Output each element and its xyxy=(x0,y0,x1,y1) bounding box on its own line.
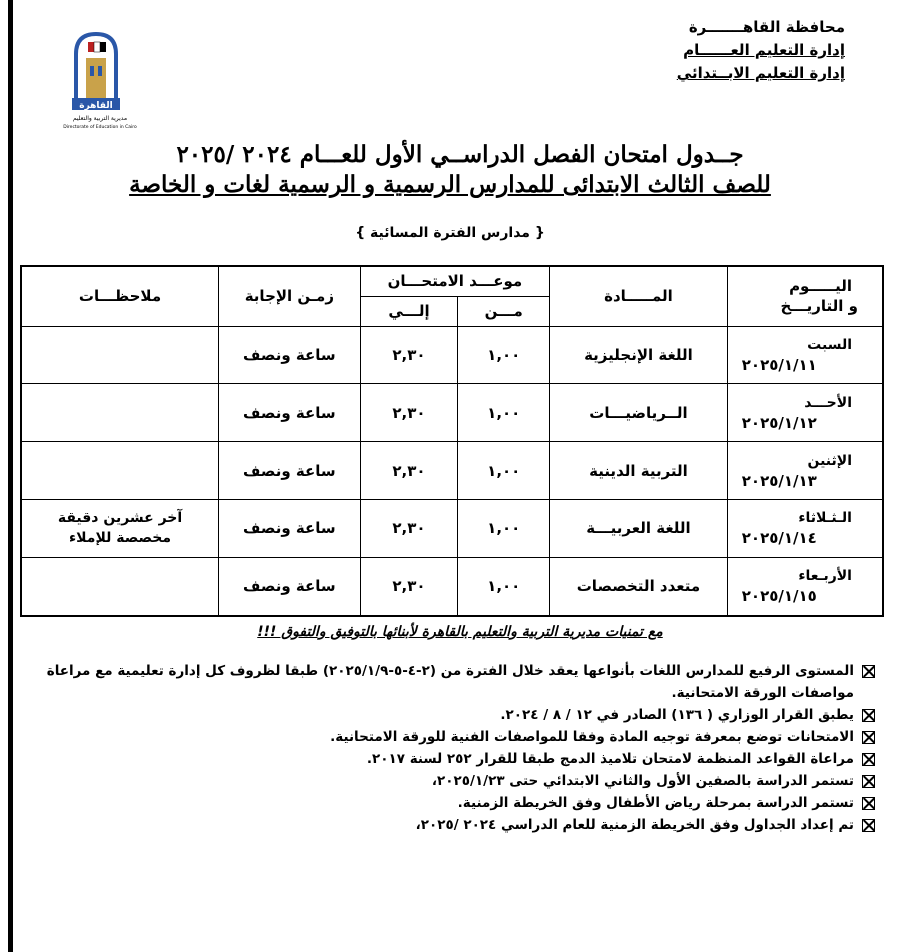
day-name: السبت xyxy=(807,336,852,353)
subject-cell: اللغة الإنجليزية xyxy=(550,326,728,384)
notes-cell xyxy=(21,500,219,558)
table-row xyxy=(21,557,883,616)
note-text: مراعاة القواعد المنظمة لامتحان تلاميذ الدمج طبقا للقرار ٢٥٢ لسنة ٢٠١٧. xyxy=(366,751,854,767)
from-cell: ١,٠٠ xyxy=(458,384,550,442)
note-text: تستمر الدراسة بالصفين الأول والثاني الابتدائي حتى ٢٠٢٥/١/٢٣، xyxy=(431,773,854,789)
from-cell: ١,٠٠ xyxy=(458,500,550,558)
wishes-line: مع تمنيات مديرية التربية والتعليم بالقاهرة لأبنائها بالتوفيق والتفوق !!! xyxy=(257,624,663,640)
duration-cell: ساعة ونصف xyxy=(219,500,361,558)
notes-cell xyxy=(21,326,219,384)
date-header: و التاريـــخ xyxy=(780,297,858,316)
exam-time-header: موعـــد الامتحـــان xyxy=(360,266,550,296)
logo-caption-ar: مديرية التربية والتعليم xyxy=(72,115,128,122)
checked-box-icon xyxy=(862,797,875,810)
checked-box-icon xyxy=(862,753,875,766)
from-cell: ١,٠٠ xyxy=(458,442,550,500)
checked-box-icon xyxy=(862,731,875,744)
note-text: تستمر الدراسة بمرحلة رياض الأطفال وفق الخريطة الزمنية. xyxy=(457,795,854,811)
day-date-cell xyxy=(727,326,883,384)
note-text: تم إعداد الجداول وفق الخريطة الزمنية للعام الدراسي ٢٠٢٤ /٢٠٢٥، xyxy=(415,817,854,833)
exam-date: ٢٠٢٥/١/١٤ xyxy=(741,529,817,548)
schedule-title: جــدول امتحان الفصل الدراســي الأول للعـــام ٢٠٢٤ /٢٠٢٥ xyxy=(176,141,744,168)
day-date-cell xyxy=(727,384,883,442)
checked-box-icon xyxy=(862,775,875,788)
day-name: الأربـعاء xyxy=(798,568,852,585)
left-border xyxy=(8,0,13,952)
to-cell: ٢,٣٠ xyxy=(360,384,458,442)
list-item xyxy=(35,792,875,814)
day-name: الإثنين xyxy=(807,452,852,469)
duration-cell: ساعة ونصف xyxy=(219,442,361,500)
logo-wordmark: القاهرة xyxy=(79,101,113,111)
to-cell: ٢,٣٠ xyxy=(360,500,458,558)
list-item xyxy=(35,770,875,792)
to-cell: ٢,٣٠ xyxy=(360,557,458,616)
exam-schedule-table xyxy=(20,265,884,617)
subject-cell: الــرياضيـــات xyxy=(550,384,728,442)
note-line-1: آخر عشرين دقيقة xyxy=(57,510,183,527)
note-text: المستوى الرفيع للمدارس اللغات بأنواعها يعقد خلال الفترة من (٢-٤-٥-٢٠٢٥/١/٩) طبقا لظروف كل إدارة تعليمية مع مراعاة مواصفات الورقة الامتحانية. xyxy=(46,663,854,701)
from-cell: ١,٠٠ xyxy=(458,326,550,384)
subject-cell: اللغة العربيـــة xyxy=(550,500,728,558)
exam-date: ٢٠٢٥/١/١٢ xyxy=(741,413,817,432)
day-name: الأحـــد xyxy=(804,394,852,411)
duration-cell: ساعة ونصف xyxy=(219,557,361,616)
day-date-cell xyxy=(727,442,883,500)
notes-cell xyxy=(21,384,219,442)
table-row xyxy=(21,500,883,558)
checked-box-icon xyxy=(862,709,875,722)
general-education-dept: إدارة التعليم العــــــام xyxy=(683,41,845,59)
day-date-header xyxy=(727,266,883,326)
primary-education-dept: إدارة التعليم الابــتدائي xyxy=(676,64,845,82)
day-date-cell xyxy=(727,500,883,558)
list-item xyxy=(35,748,875,770)
notes-header: ملاحظـــات xyxy=(21,266,219,326)
note-line-2: مخصصة للإملاء xyxy=(68,530,172,547)
checked-box-icon xyxy=(862,665,875,678)
logo-caption-en: Directorate of Education in Cairo xyxy=(63,125,137,130)
list-item xyxy=(35,704,875,726)
exam-date: ٢٠٢٥/١/١٥ xyxy=(741,587,817,606)
day-date-cell xyxy=(727,557,883,616)
list-item xyxy=(35,660,875,704)
subject-header: المـــــادة xyxy=(550,266,728,326)
table-row xyxy=(21,442,883,500)
table-header-row xyxy=(21,266,883,296)
checked-box-icon xyxy=(862,819,875,832)
note-text: الامتحانات توضع بمعرفة توجيه المادة وفقا للمواصفات الفنية للورقة الامتحانية. xyxy=(330,729,854,745)
subject-cell: متعدد التخصصات xyxy=(550,557,728,616)
exam-date: ٢٠٢٥/١/١٣ xyxy=(741,471,817,490)
list-item xyxy=(35,814,875,836)
governorate-name: محافظة القاهـــــــرة xyxy=(688,18,845,36)
grade-schools-line: للصف الثالث الابتدائى للمدارس الرسمية و الرسمية لغات و الخاصة xyxy=(129,171,771,198)
notes-list xyxy=(35,660,875,836)
duration-cell: ساعة ونصف xyxy=(219,384,361,442)
to-header: إلـــي xyxy=(360,296,458,326)
cairo-education-logo xyxy=(46,24,154,132)
table-row xyxy=(21,326,883,384)
notes-cell xyxy=(21,557,219,616)
duration-header: زمـن الإجابة xyxy=(219,266,361,326)
schedule-subtitle xyxy=(100,170,800,200)
notes-cell xyxy=(21,442,219,500)
duration-cell: ساعة ونصف xyxy=(219,326,361,384)
to-cell: ٢,٣٠ xyxy=(360,442,458,500)
list-item xyxy=(35,726,875,748)
from-cell: ١,٠٠ xyxy=(458,557,550,616)
exam-date: ٢٠٢٥/١/١١ xyxy=(741,355,817,374)
note-text: يطبق القرار الوزاري ( ١٣٦) الصادر في ١٢ / ٨ / ٢٠٢٤. xyxy=(500,707,854,723)
to-cell: ٢,٣٠ xyxy=(360,326,458,384)
evening-period-label: { مدارس الفترة المسائية } xyxy=(355,225,545,241)
subject-cell: التربية الدينية xyxy=(550,442,728,500)
day-header: اليـــــوم xyxy=(789,277,852,296)
issuer-header xyxy=(615,16,845,85)
day-name: الـثـلاثاء xyxy=(798,510,852,527)
table-row xyxy=(21,384,883,442)
from-header: مـــن xyxy=(458,296,550,326)
